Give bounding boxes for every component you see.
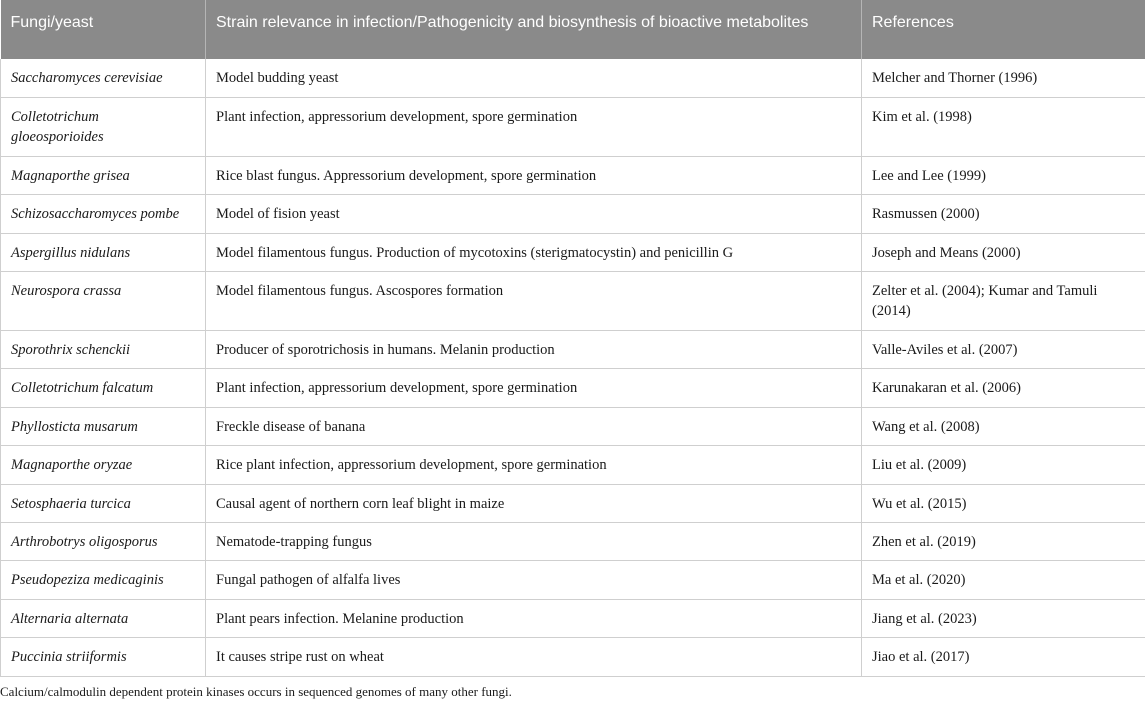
table-row [1, 59, 1145, 97]
relevance-cell: Plant infection, appressorium development, spore germination [206, 369, 862, 407]
reference-cell: Kim et al. (1998) [862, 97, 1145, 156]
relevance-cell: Producer of sporotrichosis in humans. Melanin production [206, 331, 862, 369]
reference-cell: Jiang et al. (2023) [862, 599, 1145, 637]
relevance-cell: Model of fision yeast [206, 195, 862, 233]
table-row [1, 599, 1145, 637]
table-row [1, 97, 1145, 156]
table-row [1, 561, 1145, 599]
relevance-cell: Rice plant infection, appressorium development, spore germination [206, 446, 862, 484]
table-row [1, 484, 1145, 522]
reference-cell: Liu et al. (2009) [862, 446, 1145, 484]
relevance-cell: Model budding yeast [206, 59, 862, 97]
reference-cell: Wu et al. (2015) [862, 484, 1145, 522]
species-cell: Alternaria alternata [1, 599, 206, 637]
species-cell: Schizosaccharomyces pombe [1, 195, 206, 233]
table-row [1, 446, 1145, 484]
species-cell: Colletotrichum gloeosporioides [1, 97, 206, 156]
reference-cell: Wang et al. (2008) [862, 407, 1145, 445]
reference-cell: Karunakaran et al. (2006) [862, 369, 1145, 407]
header-row [1, 0, 1145, 59]
table-body [1, 59, 1145, 676]
species-cell: Setosphaeria turcica [1, 484, 206, 522]
species-cell: Sporothrix schenckii [1, 331, 206, 369]
table-row [1, 233, 1145, 271]
relevance-cell: Rice blast fungus. Appressorium development, spore germination [206, 156, 862, 194]
species-cell: Phyllosticta musarum [1, 407, 206, 445]
species-cell: Magnaporthe oryzae [1, 446, 206, 484]
relevance-cell: Plant infection, appressorium development, spore germination [206, 97, 862, 156]
table-header [1, 0, 1145, 59]
reference-cell: Valle-Aviles et al. (2007) [862, 331, 1145, 369]
reference-cell: Jiao et al. (2017) [862, 638, 1145, 676]
reference-cell: Lee and Lee (1999) [862, 156, 1145, 194]
species-cell: Arthrobotrys oligosporus [1, 523, 206, 561]
header-references: References [862, 0, 1145, 59]
species-cell: Pseudopeziza medicaginis [1, 561, 206, 599]
table-row [1, 523, 1145, 561]
reference-cell: Joseph and Means (2000) [862, 233, 1145, 271]
species-cell: Neurospora crassa [1, 272, 206, 331]
relevance-cell: It causes stripe rust on wheat [206, 638, 862, 676]
species-cell: Puccinia striiformis [1, 638, 206, 676]
table-row [1, 331, 1145, 369]
relevance-cell: Causal agent of northern corn leaf blight in maize [206, 484, 862, 522]
species-cell: Aspergillus nidulans [1, 233, 206, 271]
relevance-cell: Model filamentous fungus. Production of mycotoxins (sterigmatocystin) and penicillin G [206, 233, 862, 271]
reference-cell: Ma et al. (2020) [862, 561, 1145, 599]
header-fungi-yeast: Fungi/yeast [1, 0, 206, 59]
table-row [1, 195, 1145, 233]
table-footnote: Calcium/calmodulin dependent protein kinases occurs in sequenced genomes of many other fungi. [0, 683, 512, 699]
relevance-cell: Fungal pathogen of alfalfa lives [206, 561, 862, 599]
relevance-cell: Nematode-trapping fungus [206, 523, 862, 561]
reference-cell: Zhen et al. (2019) [862, 523, 1145, 561]
table-row [1, 369, 1145, 407]
reference-cell: Rasmussen (2000) [862, 195, 1145, 233]
header-strain-relevance: Strain relevance in infection/Pathogenicity and biosynthesis of bioactive metabolites [206, 0, 862, 59]
table-row [1, 272, 1145, 331]
reference-cell: Zelter et al. (2004); Kumar and Tamuli (2014) [862, 272, 1145, 331]
reference-cell: Melcher and Thorner (1996) [862, 59, 1145, 97]
species-cell: Magnaporthe grisea [1, 156, 206, 194]
species-cell: Saccharomyces cerevisiae [1, 59, 206, 97]
relevance-cell: Freckle disease of banana [206, 407, 862, 445]
species-cell: Colletotrichum falcatum [1, 369, 206, 407]
relevance-cell: Plant pears infection. Melanine production [206, 599, 862, 637]
table-row [1, 407, 1145, 445]
relevance-cell: Model filamentous fungus. Ascospores formation [206, 272, 862, 331]
table-row [1, 156, 1145, 194]
table-row [1, 638, 1145, 676]
